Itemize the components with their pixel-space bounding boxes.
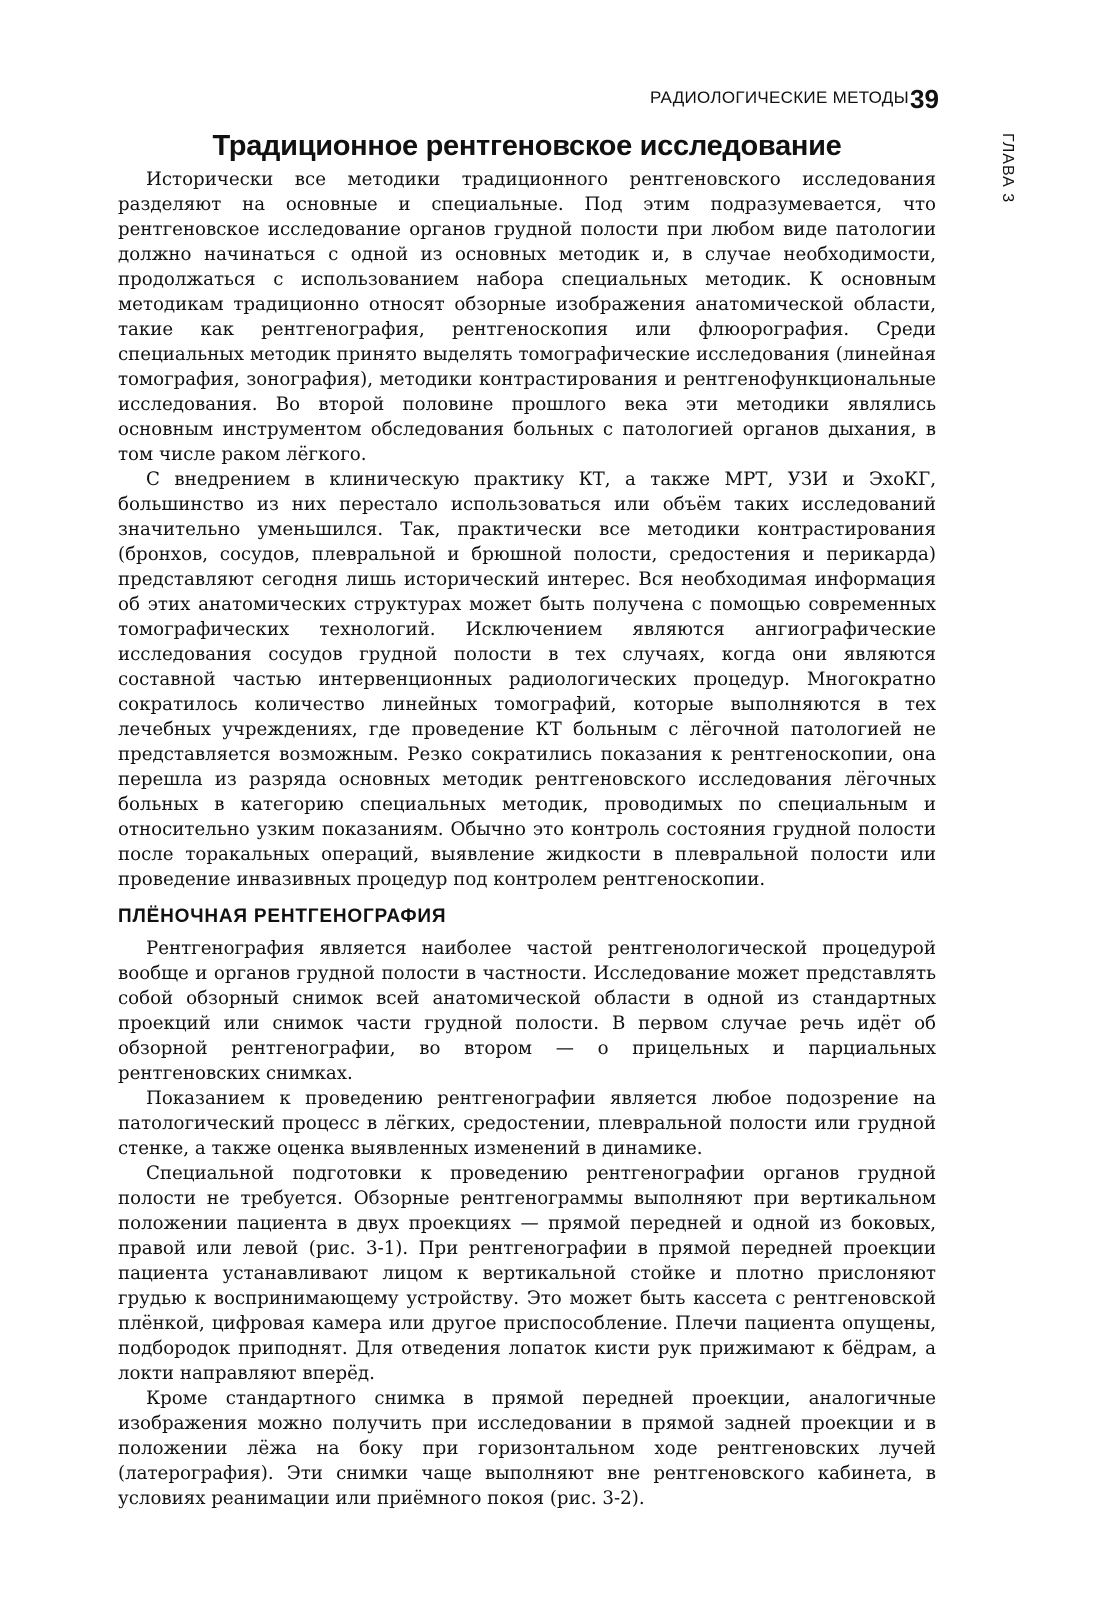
subsection-paragraph-2: Показанием к проведению рентгенографии является любое подозрение на патологический процесс в лёгких, средостении, плевральной полости или грудной стенке, а также оценка выявленных изменений в динамике. [118,1088,936,1159]
section-paragraph-1: Исторически все методики традиционного рентгеновского исследования разделяют на основные и специальные. Под этим подразумевается, что рентгеновское исследование органов грудной полости при любом виде патологии должно начинаться с одной из основных методик и, в случае необходимости, продолжаться с использованием набора специальных методик. К основным методикам традиционно относят обзорные изображения анатомической области, такие как рентгенография, рентгеноскопия или флюорография. Среди специальных методик принято выделять томографические исследования (линейная томография, зонография), методики контрастирования и рентгенофункциональные исследования. Во второй половине прошлого века эти методики являлись основным инструментом обследования больных с патологией органов дыхания, в том числе раком лёгкого. [118,169,936,465]
subsection-paragraph-4: Кроме стандартного снимка в прямой передней проекции, аналогичные изображения можно получить при исследовании в прямой задней проекции и в положении лёжа на боку при горизонтальном ходе рентгеновских лучей (латерография). Эти снимки чаще выполняют вне рентгеновского кабинета, в условиях реанимации или приёмного покоя (рис. 3-2). [118,1388,936,1509]
page-body [118,130,936,1511]
page-number: 39 [910,84,939,114]
section-paragraph-2: С внедрением в клиническую практику КТ, а также МРТ, УЗИ и ЭхоКГ, большинство из них перестало использоваться или объём таких исследований значительно уменьшился. Так, практически все методики контрастирования (бронхов, сосудов, плевральной и брюшной полости, средостения и перикарда) представляют сегодня лишь исторический интерес. Вся необходимая информация об этих анатомических структурах может быть получена с помощью современных томографических технологий. Исключением являются ангиографические исследования сосудов грудной полости в тех случаях, когда они являются составной частью интервенционных радиологических процедур. Многократно сократилось количество линейных томографий, которые выполняются в тех лечебных учреждениях, где проведение КТ больным с лёгочной патологией не представляется возможным. Резко сократились показания к рентгеноскопии, она перешла из разряда основных методик рентгеновского исследования лёгочных больных в категорию специальных методик, проводимых по специальным и относительно узким показаниям. Обычно это контроль состояния грудной полости после торакальных операций, выявление жидкости в плевральной полости или проведение инвазивных процедур под контролем рентгеноскопии. [118,469,936,890]
subsection-title: ПЛЁНОЧНАЯ РЕНТГЕНОГРАФИЯ [118,906,447,927]
running-head: РАДИОЛОГИЧЕСКИЕ МЕТОДЫ [650,88,909,107]
subsection-paragraph-3: Специальной подготовки к проведению рентгенографии органов грудной полости не требуется. Обзорные рентгенограммы выполняют при вертикальном положении пациента в двух проекциях — прямой передней и одной из боковых, правой или левой (рис. 3-1). При рентгенографии в прямой передней проекции пациента устанавливают лицом к вертикальной стойке и плотно прислоняют грудью к воспринимающему устройству. Это может быть кассета с рентгеновской плёнкой, цифровая камера или другое приспособление. Плечи пациента опущены, подбородок приподнят. Для отведения лопаток кисти рук прижимают к бёдрам, а локти направляют вперёд. [118,1163,936,1384]
subsection-paragraph-1: Рентгенография является наиболее частой рентгенологической процедурой вообще и органов грудной полости в частности. Исследование может представлять собой обзорный снимок всей анатомической области в одной из стандартных проекций или снимок части грудной полости. В первом случае речь идёт об обзорной рентгенографии, во втором — о прицельных и парциальных рентгеновских снимках. [118,938,936,1084]
section-title: Традиционное рентгеновское исследование [212,130,842,162]
chapter-tab: ГЛАВА 3 [999,133,1016,204]
